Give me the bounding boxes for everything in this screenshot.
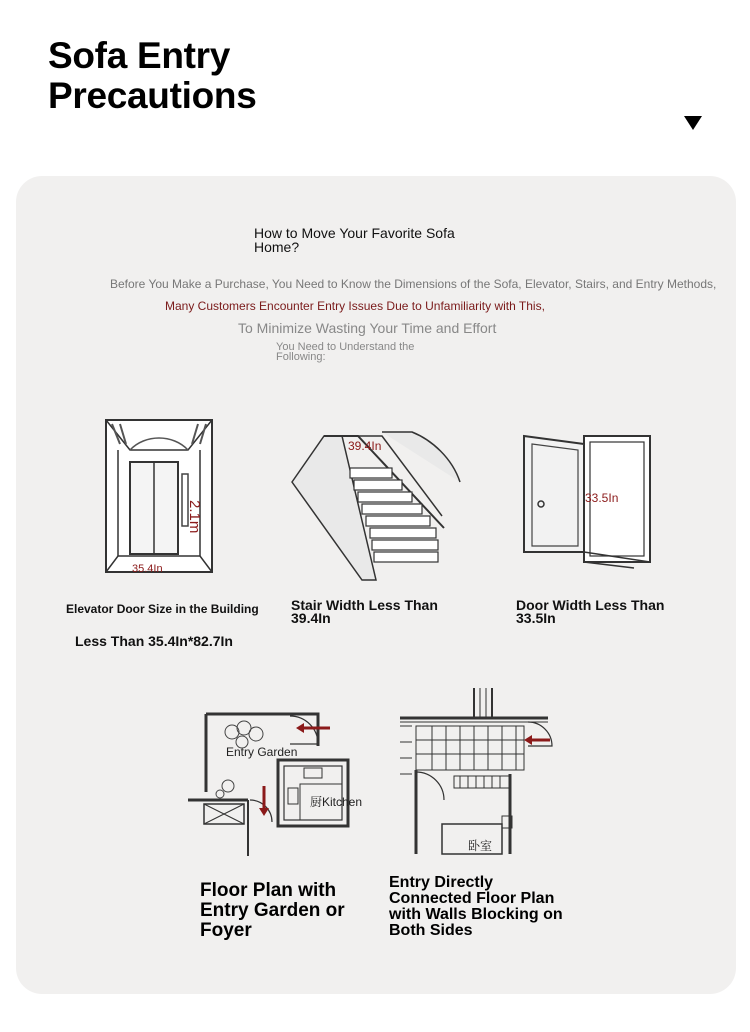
intro-line-4: You Need to Understand the Following: — [276, 341, 415, 363]
title-line-2: Precautions — [48, 75, 257, 116]
intro-line-2: Many Customers Encounter Entry Issues Due to Unfamiliarity with This, — [165, 299, 545, 313]
stairs-width-label: 39.4In — [348, 439, 382, 453]
stairs-icon — [292, 428, 462, 582]
elevator-caption: Elevator Door Size in the Building — [66, 602, 259, 616]
elevator-icon — [100, 416, 220, 580]
garden-label: Entry Garden — [226, 745, 298, 759]
page-title — [48, 36, 257, 116]
door-caption: Door Width Less Than 33.5In — [516, 597, 665, 626]
room-label: 卧室 — [468, 839, 493, 853]
triangle-down-icon[interactable] — [684, 116, 702, 130]
kitchen-label: 厨Kitchen — [310, 795, 363, 809]
intro-question: How to Move Your Favorite Sofa Home? — [254, 225, 455, 255]
door-icon — [522, 434, 652, 568]
elevator-size: Less Than 35.4In*82.7In — [75, 633, 233, 649]
door-width-label: 33.5In — [585, 491, 619, 505]
intro-line-1: Before You Make a Purchase, You Need to Know the Dimensions of the Sofa, Elevator, Stairs, and Entry Methods, — [110, 277, 717, 291]
stairs-caption: Stair Width Less Than 39.4In — [291, 597, 438, 626]
floorplan-walls-icon — [398, 686, 558, 856]
intro-line-3: To Minimize Wasting Your Time and Effort — [238, 320, 497, 336]
elevator-height-label: 2.1m — [186, 500, 203, 534]
floorplan-garden-icon — [188, 712, 363, 858]
floorplan-garden-caption: Floor Plan with Entry Garden or Foyer — [200, 880, 345, 941]
title-line-1: Sofa Entry — [48, 35, 231, 76]
elevator-width-label: 35.4In — [132, 563, 163, 575]
floorplan-walls-caption: Entry Directly Connected Floor Plan with Walls Blocking on Both Sides — [389, 874, 563, 939]
